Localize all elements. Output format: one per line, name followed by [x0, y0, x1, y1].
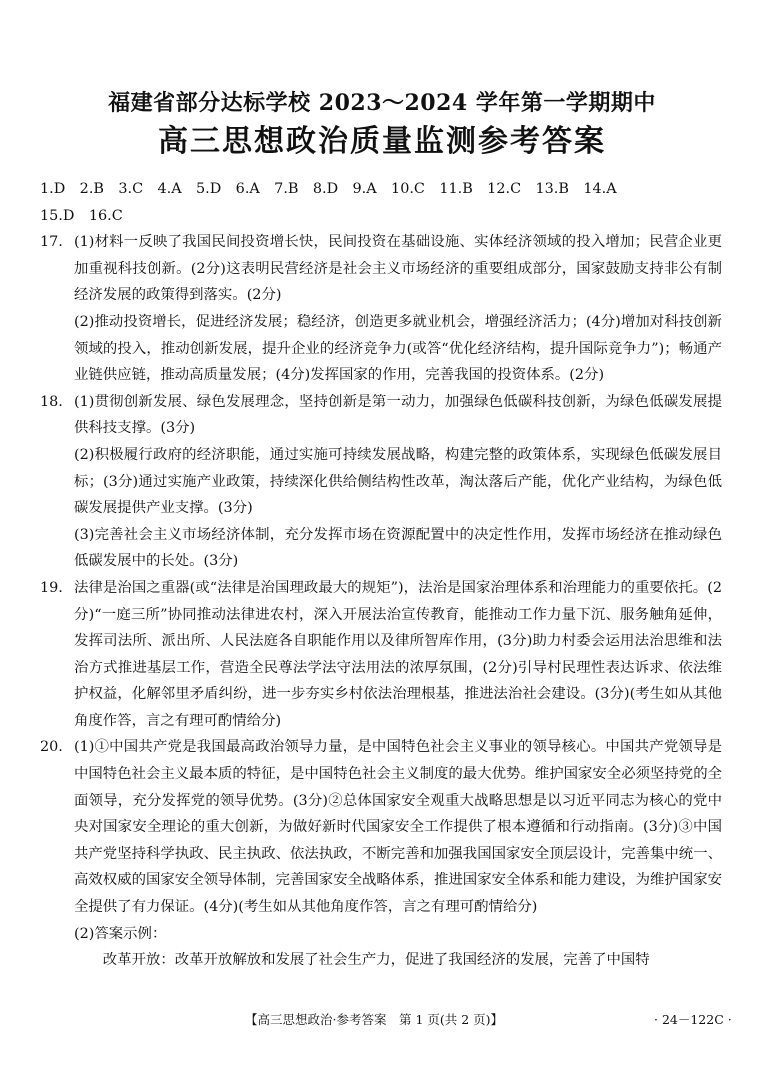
question-number: 19.	[40, 579, 63, 596]
answer-body	[40, 176, 722, 974]
question-number: 18.	[40, 393, 63, 410]
mc-answers-line2: 15.D 16.C	[40, 207, 123, 224]
answer-paragraph: (2)答案示例：	[74, 925, 167, 942]
question-number: 17.	[40, 234, 63, 251]
question-20	[40, 734, 722, 973]
answer-paragraph: (2)积极履行政府的经济职能，通过实施可持续发展战略，构建完整的政策体系，实现绿色低碳发展目标；(3分)通过实施产业政策，持续深化供给侧结构性改革，淘汰落后产能，优化产业结构，为绿色低碳发展提供产业支撑。(3分)	[74, 446, 722, 517]
answer-paragraph: (3)完善社会主义市场经济体制，充分发挥市场在资源配置中的决定性作用，发挥市场经济在推动绿色低碳发展中的长处。(3分)	[74, 526, 722, 570]
footer-page-info: 【高三思想政治·参考答案 第 1 页(共 2 页)】	[245, 1012, 504, 1027]
document-title-line2: 高三思想政治质量监测参考答案	[158, 124, 606, 159]
answer-paragraph: 改革开放：改革开放解放和发展了社会生产力，促进了我国经济的发展，完善了中国特	[102, 952, 650, 969]
answer-paragraph: (1)材料一反映了我国民间投资增长快，民间投资在基础设施、实体经济领域的投入增加；民营企业更加重视科技创新。(2分)这表明民营经济是社会主义市场经济的重要组成部分，国家鼓励支持非公有制经济发展的政策得到落实。(2分)	[74, 234, 722, 304]
question-number: 20.	[40, 739, 63, 756]
footer-code: · 24－122C ·	[654, 1012, 732, 1027]
document-title-line1: 福建省部分达标学校 2023～2024 学年第一学期期中	[108, 90, 656, 116]
answer-paragraph: (2)推动投资增长，促进经济发展；稳经济，创造更多就业机会，增强经济活力；(4分)增加对科技创新领域的投入，推动创新发展，提升企业的经济竞争力(或答“优化经济结构，提升国际竞争力”)；畅通产业链供应链，推动高质量发展；(4分)发挥国家的作用，完善我国的投资体系。(2分)	[74, 313, 722, 384]
answer-paragraph: 法律是治国之重器(或“法律是治国理政最大的规矩”)，法治是国家治理体系和治理能力的重要依托。(2分)“一庭三所”协同推动法律进农村，深入开展法治宣传教育，能推动工作力量下沉、服务触角延伸，发挥司法所、派出所、人民法庭各自职能作用以及律所智库作用，(3分)助力村委会运用法治思维和法治方式推进基层工作，营造全民尊法学法守法用法的浓厚氛围，(2分)引导村民理性表达诉求、依法维护权益，化解邻里矛盾纠纷，进一步夯实乡村依法治理根基，推进法治社会建设。(3分)(考生如从其他角度作答，言之有理可酌情给分)	[74, 579, 722, 729]
question-18	[40, 389, 722, 575]
question-17	[40, 229, 722, 389]
mc-answers-line1: 1.D 2.B 3.C 4.A 5.D 6.A 7.B 8.D 9.A 10.C 11.B 12.C 13.B 14.A	[40, 181, 617, 197]
question-19	[40, 575, 722, 735]
answer-paragraph: (1)贯彻创新发展、绿色发展理念，坚持创新是第一动力，加强绿色低碳科技创新，为绿色低碳发展提供科技支撑。(3分)	[74, 393, 722, 437]
answer-paragraph: (1)①中国共产党是我国最高政治领导力量，是中国特色社会主义事业的领导核心。中国共产党领导是中国特色社会主义最本质的特征，是中国特色社会主义制度的最大优势。维护国家安全必须坚持党的全面领导，充分发挥党的领导优势。(3分)②总体国家安全观重大战略思想是以习近平同志为核心的党中央对国家安全理论的重大创新，为做好新时代国家安全工作提供了根本遵循和行动指南。(3分)③中国共产党坚持科学执政、民主执政、依法执政，不断完善和加强我国国家安全顶层设计，完善集中统一、高效权威的国家安全领导体制，完善国家安全战略体系，推进国家安全体系和能力建设，为维护国家安全提供了有力保证。(4分)(考生如从其他角度作答，言之有理可酌情给分)	[74, 739, 722, 916]
